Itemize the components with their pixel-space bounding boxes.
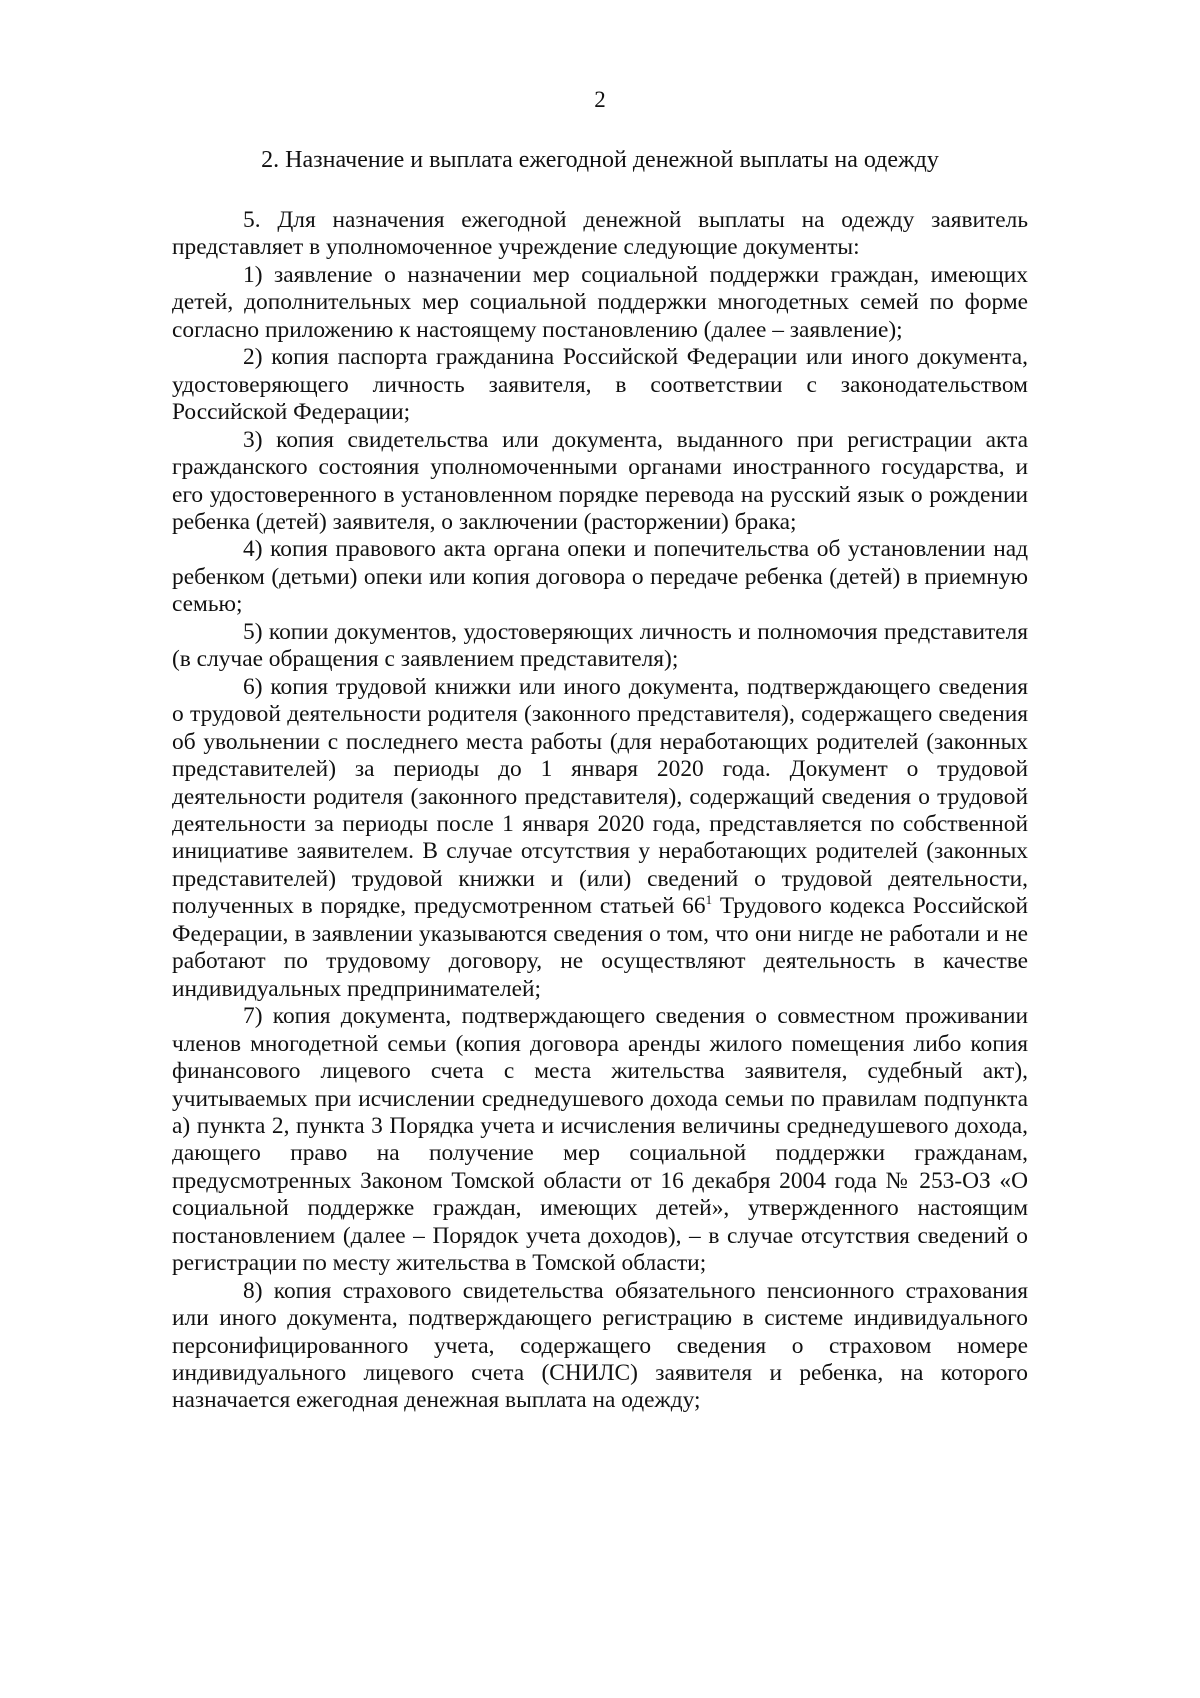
document-body (172, 207, 1028, 1415)
paragraph-subitem-6-text-a: 6) копия трудовой книжки или иного документа, подтверждающего сведения о трудовой деятельности родителя (законного представителя), содержащего сведения об увольнении с последнего места работы (для неработающих родителей (законных представителей) за периоды до 1 января 2020 года. Документ о трудовой деятельности родителя (законного представителя), содержащий сведения о трудовой деятельности за периоды после 1 января 2020 года, представляется по собственной инициативе заявителем. В случае отсутствия у неработающих родителей (законных представителей) трудовой книжки и (или) сведений о трудовой деятельности, полученных в порядке, предусмотренном статьей 66 (172, 673, 1028, 920)
paragraph-subitem-6 (172, 674, 1028, 1003)
paragraph-subitem-5: 5) копии документов, удостоверяющих личность и полномочия представителя (в случае обращения с заявлением представителя); (172, 618, 1028, 673)
section-heading: 2. Назначение и выплата ежегодной денежной выплаты на одежду (261, 147, 939, 173)
article-superscript: 1 (705, 892, 713, 908)
paragraph-subitem-4: 4) копия правового акта органа опеки и попечительства об установлении над ребенком (детьми) опеки или копия договора о передаче ребенка (детей) в приемную семью; (172, 536, 1028, 618)
page-number: 2 (594, 87, 606, 112)
paragraph-item-5: 5. Для назначения ежегодной денежной выплаты на одежду заявитель представляет в уполномоченное учреждение следующие документы: (172, 207, 1028, 261)
paragraph-subitem-8: 8) копия страхового свидетельства обязательного пенсионного страхования или иного документа, подтверждающего регистрацию в системе индивидуального персонифицированного учета, содержащего сведения о страховом номере индивидуального лицевого счета (СНИЛС) заявителя и ребенка, на которого назначается ежегодная денежная выплата на одежду; (172, 1277, 1028, 1414)
paragraph-subitem-1: 1) заявление о назначении мер социальной поддержки граждан, имеющих детей, дополнительных мер социальной поддержки многодетных семей по форме согласно приложению к настоящему постановлению (далее – заявление); (172, 261, 1028, 343)
paragraph-subitem-7: 7) копия документа, подтверждающего сведения о совместном проживании членов многодетной семьи (копия договора аренды жилого помещения либо копия финансового лицевого счета с места жительства заявителя, судебный акт), учитываемых при исчислении среднедушевого дохода семьи по правилам подпункта а) пункта 2, пункта 3 Порядка учета и исчисления величины среднедушевого дохода, дающего право на получение мер социальной поддержки гражданам, предусмотренных Законом Томской области от 16 декабря 2004 года № 253-ОЗ «О социальной поддержке граждан, имеющих детей», утвержденного настоящим постановлением (далее – Порядок учета доходов), – в случае отсутствия сведений о регистрации по месту жительства в Томской области; (172, 1003, 1028, 1277)
paragraph-subitem-6-text-b: Трудового кодекса Российской Федерации, в заявлении указываются сведения о том, что они нигде не работали и не работают по трудовому договору, не осуществляют деятельность в качестве индивидуальных предпринимателей; (172, 893, 1028, 1002)
paragraph-subitem-2: 2) копия паспорта гражданина Российской Федерации или иного документа, удостоверяющего личность заявителя, в соответствии с законодательством Российской Федерации; (172, 344, 1028, 426)
paragraph-subitem-3: 3) копия свидетельства или документа, выданного при регистрации акта гражданского состояния уполномоченными органами иностранного государства, и его удостоверенного в установленном порядке перевода на русский язык о рождении ребенка (детей) заявителя, о заключении (расторжении) брака; (172, 426, 1028, 535)
